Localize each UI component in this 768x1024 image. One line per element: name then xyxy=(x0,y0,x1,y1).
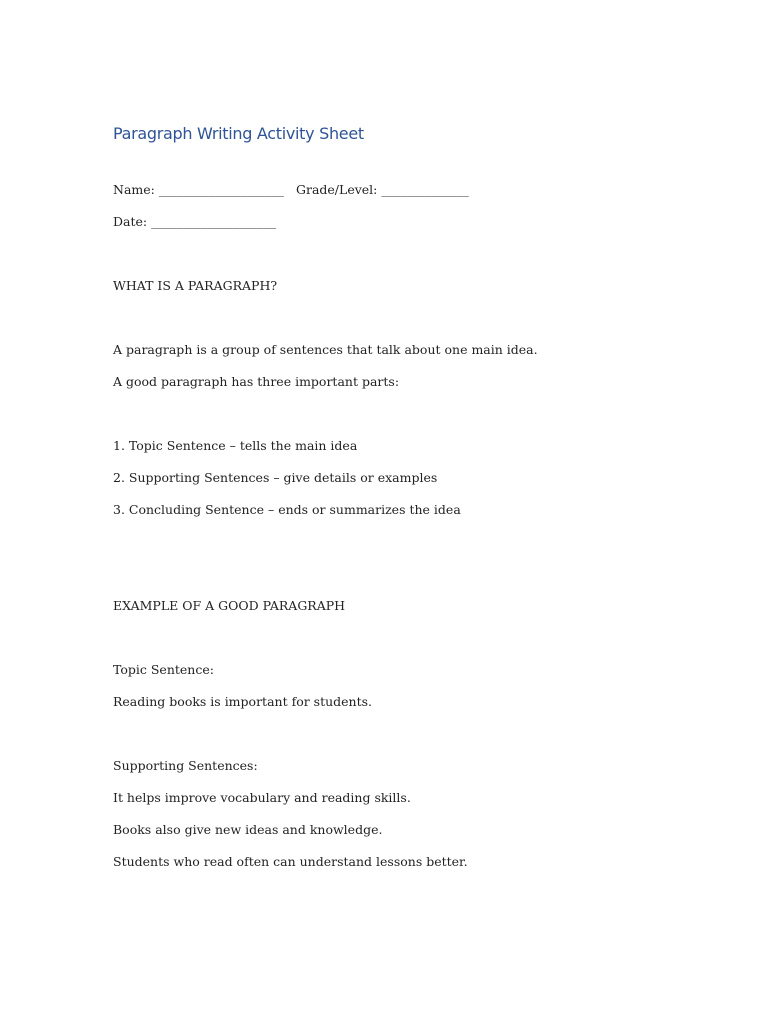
date-field: Date: ____________________ xyxy=(113,214,277,229)
section-heading-what-is-paragraph: WHAT IS A PARAGRAPH? xyxy=(113,278,278,293)
list-item-supporting-sentences: 2. Supporting Sentences – give details or examples xyxy=(113,470,438,485)
supporting-sentence-2: Books also give new ideas and knowledge. xyxy=(113,822,383,837)
parts-intro: A good paragraph has three important parts: xyxy=(113,374,400,389)
list-item-concluding-sentence: 3. Concluding Sentence – ends or summarizes the idea xyxy=(113,502,461,517)
supporting-sentence-1: It helps improve vocabulary and reading skills. xyxy=(113,790,411,805)
topic-sentence-label: Topic Sentence: xyxy=(113,662,214,677)
list-item-topic-sentence: 1. Topic Sentence – tells the main idea xyxy=(113,438,358,453)
paragraph-definition: A paragraph is a group of sentences that talk about one main idea. xyxy=(113,342,538,357)
name-field: Name: ____________________ xyxy=(113,182,284,197)
supporting-sentence-3: Students who read often can understand lessons better. xyxy=(113,854,468,869)
supporting-sentences-label: Supporting Sentences: xyxy=(113,758,258,773)
topic-sentence-example: Reading books is important for students. xyxy=(113,694,373,709)
section-heading-example: EXAMPLE OF A GOOD PARAGRAPH xyxy=(113,598,346,613)
document-title: Paragraph Writing Activity Sheet xyxy=(113,124,364,143)
grade-level-field: Grade/Level: ______________ xyxy=(296,182,469,197)
